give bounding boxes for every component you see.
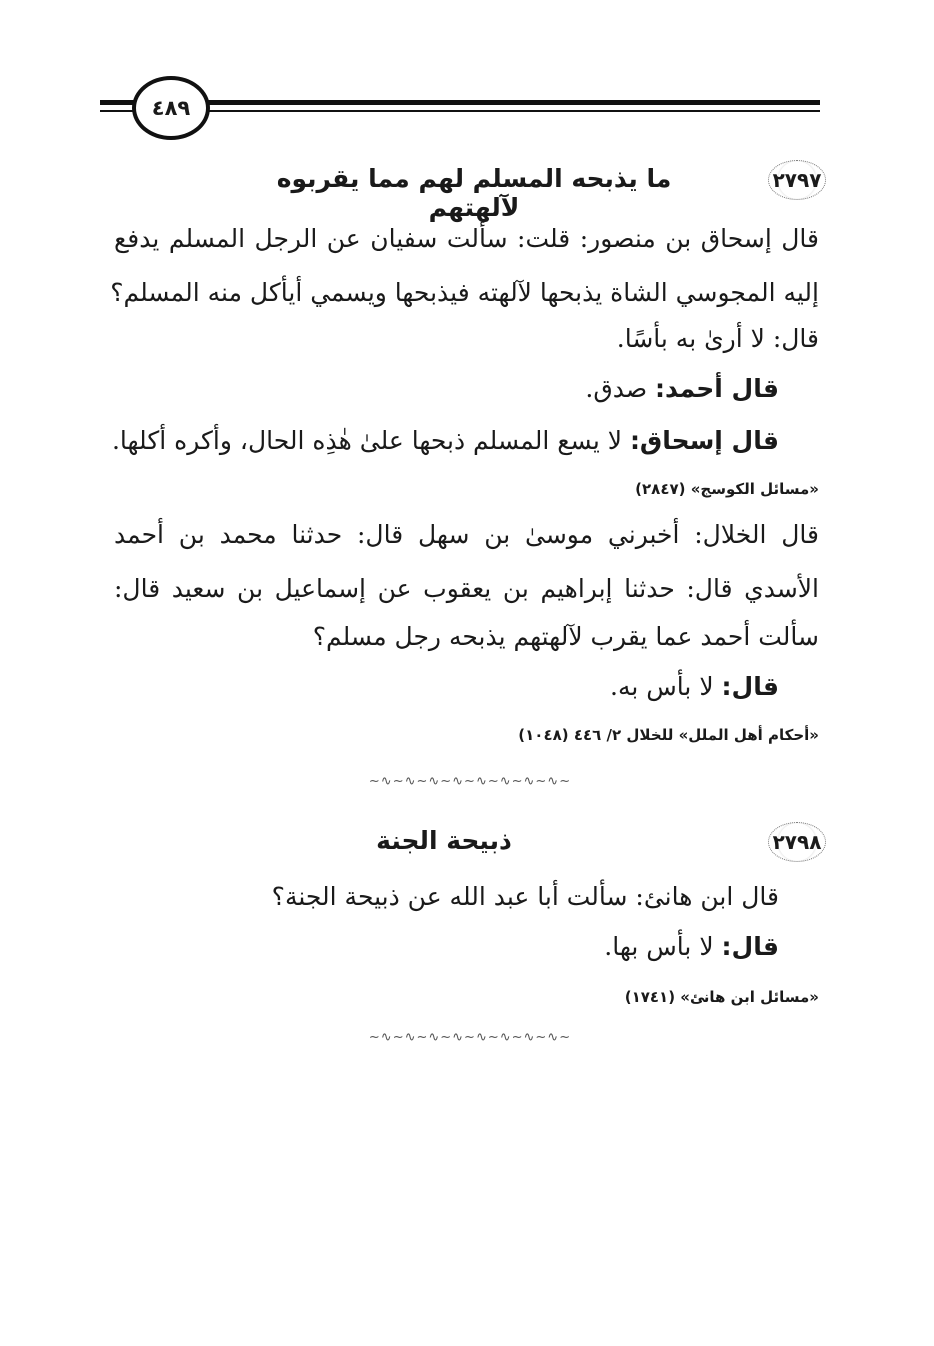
statement-text: لا يسع المسلم ذبحها علىٰ هٰذِه الحال، وأكره أكلها. (111, 426, 622, 455)
speaker-label: قال: (721, 672, 779, 701)
ishaq-statement (74, 424, 779, 458)
section-number: ٢٧٩٧ (772, 168, 822, 192)
section-title: ذبيحة الجنة (376, 826, 512, 855)
text-line: سألت أحمد عما يقرب لآلهتهم يذبحه رجل مسلم؟ (312, 622, 819, 651)
answer-statement (114, 930, 779, 964)
text-line: قال ابن هانئ: سألت أبا عبد الله عن ذبيحة الجنة؟ (271, 882, 779, 911)
statement-text: لا بأس به. (610, 672, 714, 701)
section-number: ٢٧٩٨ (772, 830, 822, 854)
text-line: قال: لا أرىٰ به بأسًا. (616, 324, 819, 353)
text-line: قال إسحاق بن منصور: قلت: سألت سفيان عن الرجل المسلم يدفع (114, 224, 819, 253)
answer-statement (114, 670, 779, 704)
section-number-badge (768, 160, 826, 200)
speaker-label: قال أحمد: (655, 374, 779, 403)
source-citation: «مسائل الكوسج» (٢٨٤٧) (635, 480, 819, 498)
section-divider-ornament: ~∿~∿~∿~∿~∿~∿~∿~∿~ (368, 774, 572, 789)
text-line: قال الخلال: أخبرني موسىٰ بن سهل قال: حدثنا محمد بن أحمد (114, 520, 819, 549)
source-citation: «أحكام أهل الملل» للخلال ٢/ ٤٤٦ (١٠٤٨) (518, 726, 819, 744)
page-number: ٤٨٩ (132, 76, 210, 140)
section-number-badge (768, 822, 826, 862)
speaker-label: قال: (721, 932, 779, 961)
text-line: إليه المجوسي الشاة يذبحها لآلهته فيذبحها ويسمي أيأكل منه المسلم؟ (110, 278, 819, 307)
speaker-label: قال إسحاق: (629, 426, 779, 455)
statement-text: لا بأس بها. (604, 932, 714, 961)
section-title: ما يذبحه المسلم لهم مما يقربوه لآلهتهم (276, 164, 672, 222)
text-line: الأسدي قال: حدثنا إبراهيم بن يعقوب عن إسماعيل بن سعيد قال: (114, 574, 819, 603)
statement-text: صدق. (585, 374, 648, 403)
ahmad-statement (114, 372, 779, 406)
source-citation: «مسائل ابن هانئ» (١٧٤١) (624, 988, 819, 1006)
section-divider-ornament: ~∿~∿~∿~∿~∿~∿~∿~∿~ (368, 1030, 572, 1045)
